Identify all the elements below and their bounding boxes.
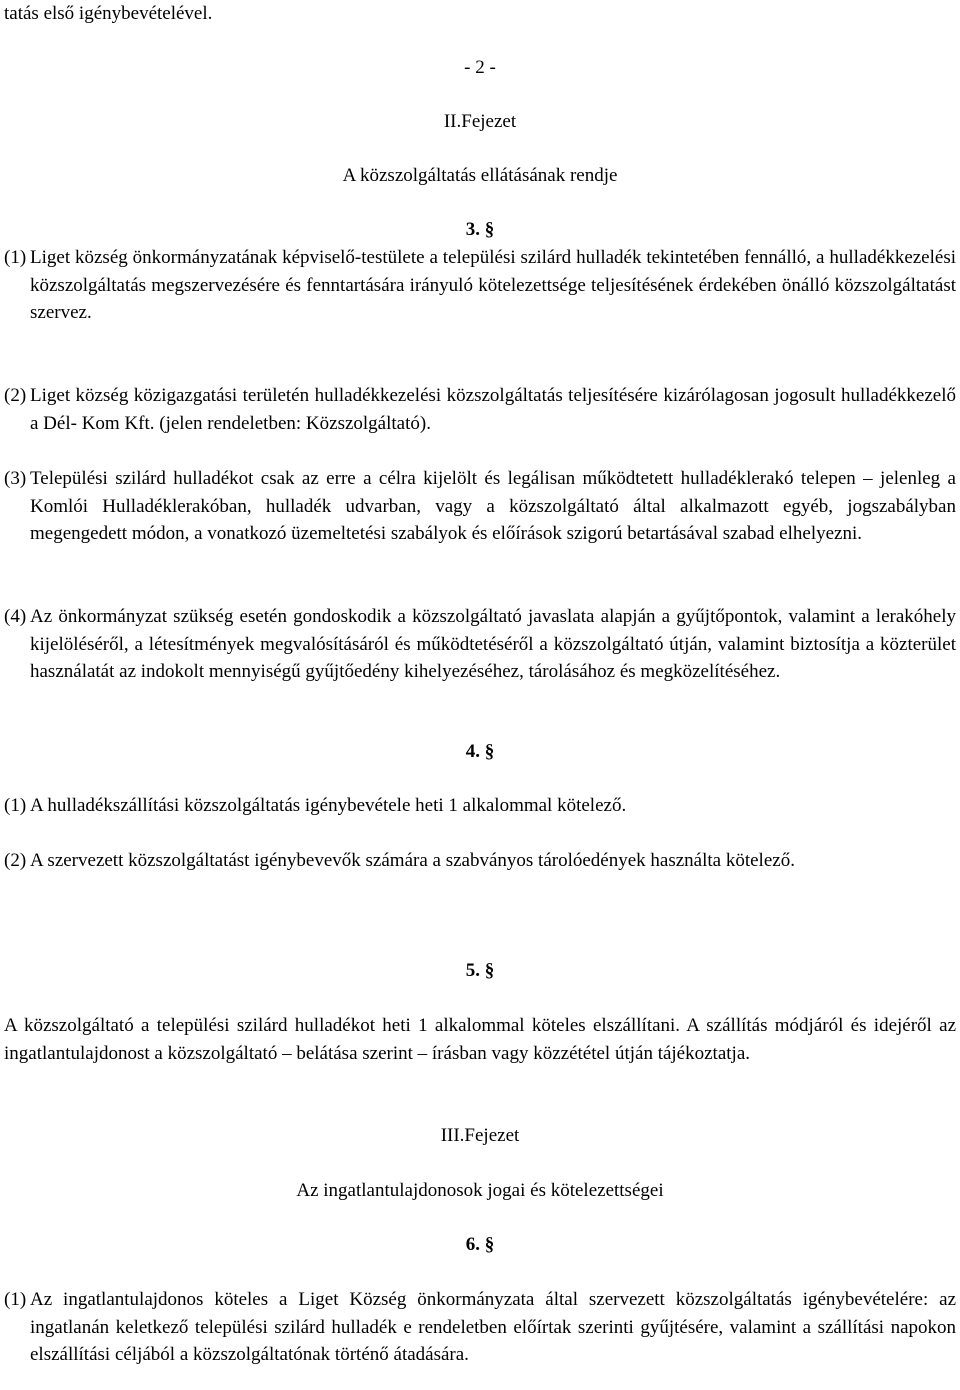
- section-heading: 3. §: [465, 219, 495, 240]
- paragraph: [4, 382, 956, 437]
- paragraph-text: A szervezett közszolgáltatást igénybevevők számára a szabványos tárolóedények használta kötelező.: [30, 850, 795, 871]
- paragraph: [4, 1286, 956, 1369]
- section-heading: 6. §: [465, 1234, 495, 1255]
- paragraph-number: (3): [4, 468, 27, 489]
- paragraph-text: Liget község közigazgatási területén hulladékkezelési közszolgáltatás teljesítésére kizárólagosan jogosult hulladékkezelő a Dél- Kom Kft. (jelen rendeletben: Közszolgáltató).: [30, 385, 956, 434]
- paragraph-number: (4): [4, 606, 27, 627]
- chapter-title: Az ingatlantulajdonosok jogai és kötelezettségei: [296, 1180, 664, 1201]
- section-heading: 5. §: [465, 960, 495, 981]
- chapter-label: II.Fejezet: [443, 111, 517, 132]
- paragraph-text: A közszolgáltató a települési szilárd hulladékot heti 1 alkalommal köteles elszállítani. A szállítás módjáról és idejéről az ingatlantulajdonost a közszolgáltató – belátása szerint – írásban vagy közzététel útján tájékoztatja.: [4, 1015, 956, 1064]
- paragraph: [4, 792, 956, 820]
- chapter-label: III.Fejezet: [440, 1125, 520, 1146]
- paragraph-number: (2): [4, 850, 27, 871]
- paragraph: [4, 847, 956, 875]
- paragraph: [4, 465, 956, 548]
- page-marker: - 2 -: [464, 57, 496, 78]
- chapter-title: A közszolgáltatás ellátásának rendje: [342, 165, 618, 186]
- paragraph-text: Az ingatlantulajdonos köteles a Liget Község önkormányzata által szervezett közszolgáltatás igénybevételére: az ingatlanán keletkező települési szilárd hulladék e rendeletben előírtak szerinti gyűjtésére, valamint a szállítási napokon elszállítási céljából a közszolgáltatónak történő átadására.: [30, 1289, 956, 1365]
- paragraph: [4, 244, 956, 327]
- paragraph-text: Liget község önkormányzatának képviselő-testülete a települési szilárd hulladék tekintetében fennálló, a hulladékkezelési közszolgáltatás megszervezésére és fenntartására irányuló kötelezettsége teljesítésének érdekében önálló közszolgáltatást szervez.: [30, 247, 956, 323]
- paragraph-number: (1): [4, 247, 27, 268]
- paragraph-text: A hulladékszállítási közszolgáltatás igénybevétele heti 1 alkalommal kötelező.: [30, 795, 627, 816]
- paragraph-number: (1): [4, 1289, 27, 1310]
- paragraph: [4, 603, 956, 686]
- top-line: tatás első igénybevételével.: [4, 3, 213, 24]
- paragraph-text: Az önkormányzat szükség esetén gondoskodik a közszolgáltató javaslata alapján a gyűjtőpontok, valamint a lerakóhely kijelöléséről, a létesítmények megvalósításáról és működtetéséről a közszolgáltató útján, valamint biztosítja a közterület használatát az indokolt mennyiségű gyűjtőedény kihelyezéséhez, tárolásához és megközelítéséhez.: [30, 606, 956, 682]
- paragraph-number: (2): [4, 385, 27, 406]
- paragraph-text: Települési szilárd hulladékot csak az erre a célra kijelölt és legálisan működtetett hulladéklerakó telepen – jelenleg a Komlói Hulladéklerakóban, hulladék udvarban, vagy a közszolgáltató által alkalmazott egyéb, jogszabályban megengedett módon, a vonatkozó üzemeltetési szabályok és előírások szigorú betartásával szabad elhelyezni.: [30, 468, 956, 544]
- paragraph-number: (1): [4, 795, 27, 816]
- section-heading: 4. §: [465, 741, 495, 762]
